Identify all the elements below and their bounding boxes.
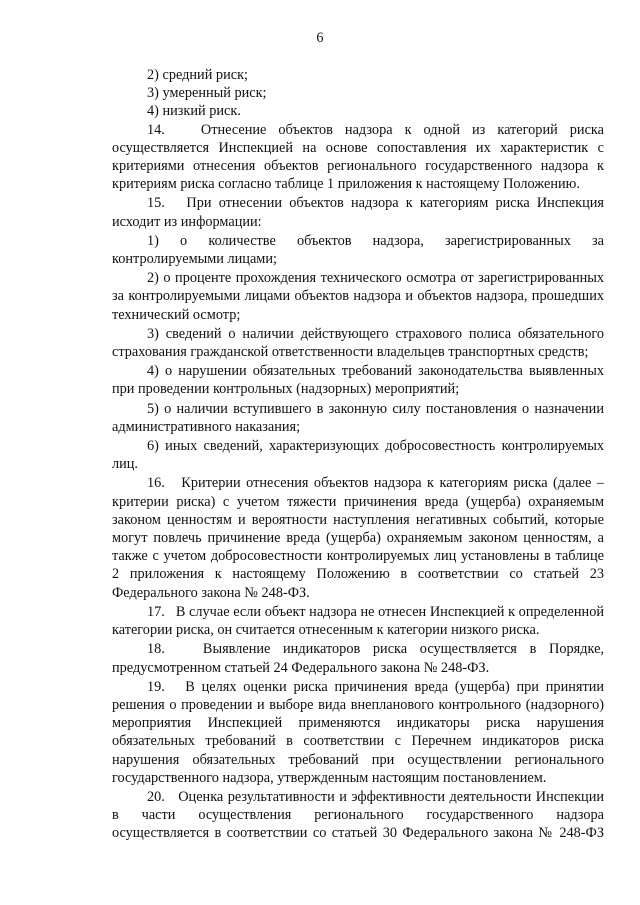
paragraph-16: 16. Критерии отнесения объектов надзора к категориям риска (далее – критерии риска) с учетом тяжести причинения вреда (ущерба) охраняемым законом ценностям и вероятности наступления негативных событий, которые могут повлечь причинение вреда (ущерба) охраняемым законом ценностям, а также с учетом добросовестности контролируемых лиц установлены в таблице 2 приложения к настоящему Положению в соответствии со статьей 23 Федерального закона № 248-ФЗ. [112,475,604,601]
document-body [112,66,604,843]
paragraph-15-item-5: 5) о наличии вступившего в законную силу постановления о назначении административного наказания; [112,400,604,435]
paragraph-19: 19. В целях оценки риска причинения вреда (ущерба) при принятии решения о проведении и выборе вида внепланового контрольного (надзорного) мероприятия Инспекцией применяются индикаторы риска нарушения обязательных требований в соответствии с Перечнем индикаторов риска нарушения обязательных требований при осуществлении регионального государственного надзора, утвержденным настоящим постановлением. [112,678,604,786]
paragraph-17: 17. В случае если объект надзора не отнесен Инспекцией к определенной категории риска, он считается отнесенным к категории низкого риска. [112,603,604,639]
paragraph-15: 15. При отнесении объектов надзора к категориям риска Инспекция исходит из информации: [112,195,604,230]
paragraph-15-item-1: 1) о количестве объектов надзора, зарегистрированных за контролируемыми лицами; [112,232,604,268]
paragraph-15-item-4: 4) о нарушении обязательных требований законодательства выявленных при проведении контрольных (надзорных) мероприятий; [112,363,604,398]
list-item-moderate-risk: 3) умеренный риск; [147,85,267,102]
paragraph-15-item-3: 3) сведений о наличии действующего страхового полиса обязательного страхования гражданской ответственности владельцев транспортных средств; [112,325,604,361]
list-item-low-risk: 4) низкий риск. [147,103,241,120]
paragraph-15-item-6: 6) иных сведений, характеризующих добросовестность контролируемых лиц. [112,438,604,473]
page-number: 6 [316,30,324,46]
paragraph-15-item-2: 2) о проценте прохождения технического осмотра от зарегистрированных за контролируемыми лицами объектов надзора и объектов надзора, прошедших технический осмотр; [112,270,604,323]
list-item-medium-risk: 2) средний риск; [147,67,248,83]
paragraph-18: 18. Выявление индикаторов риска осуществляется в Порядке, предусмотренном статьей 24 Федерального закона № 248-ФЗ. [112,641,604,676]
paragraph-14: 14. Отнесение объектов надзора к одной из категорий риска осуществляется Инспекцией на основе сопоставления их характеристик с критериями отнесения объектов регионального государственного надзора к критериям риска согласно таблице 1 приложения к настоящему Положению. [112,121,604,193]
paragraph-20: 20. Оценка результативности и эффективности деятельности Инспекции в части осуществления регионального государственного надзора осуществляется в соответствии со статьей 30 Федерального закона № 248-ФЗ [112,788,604,842]
